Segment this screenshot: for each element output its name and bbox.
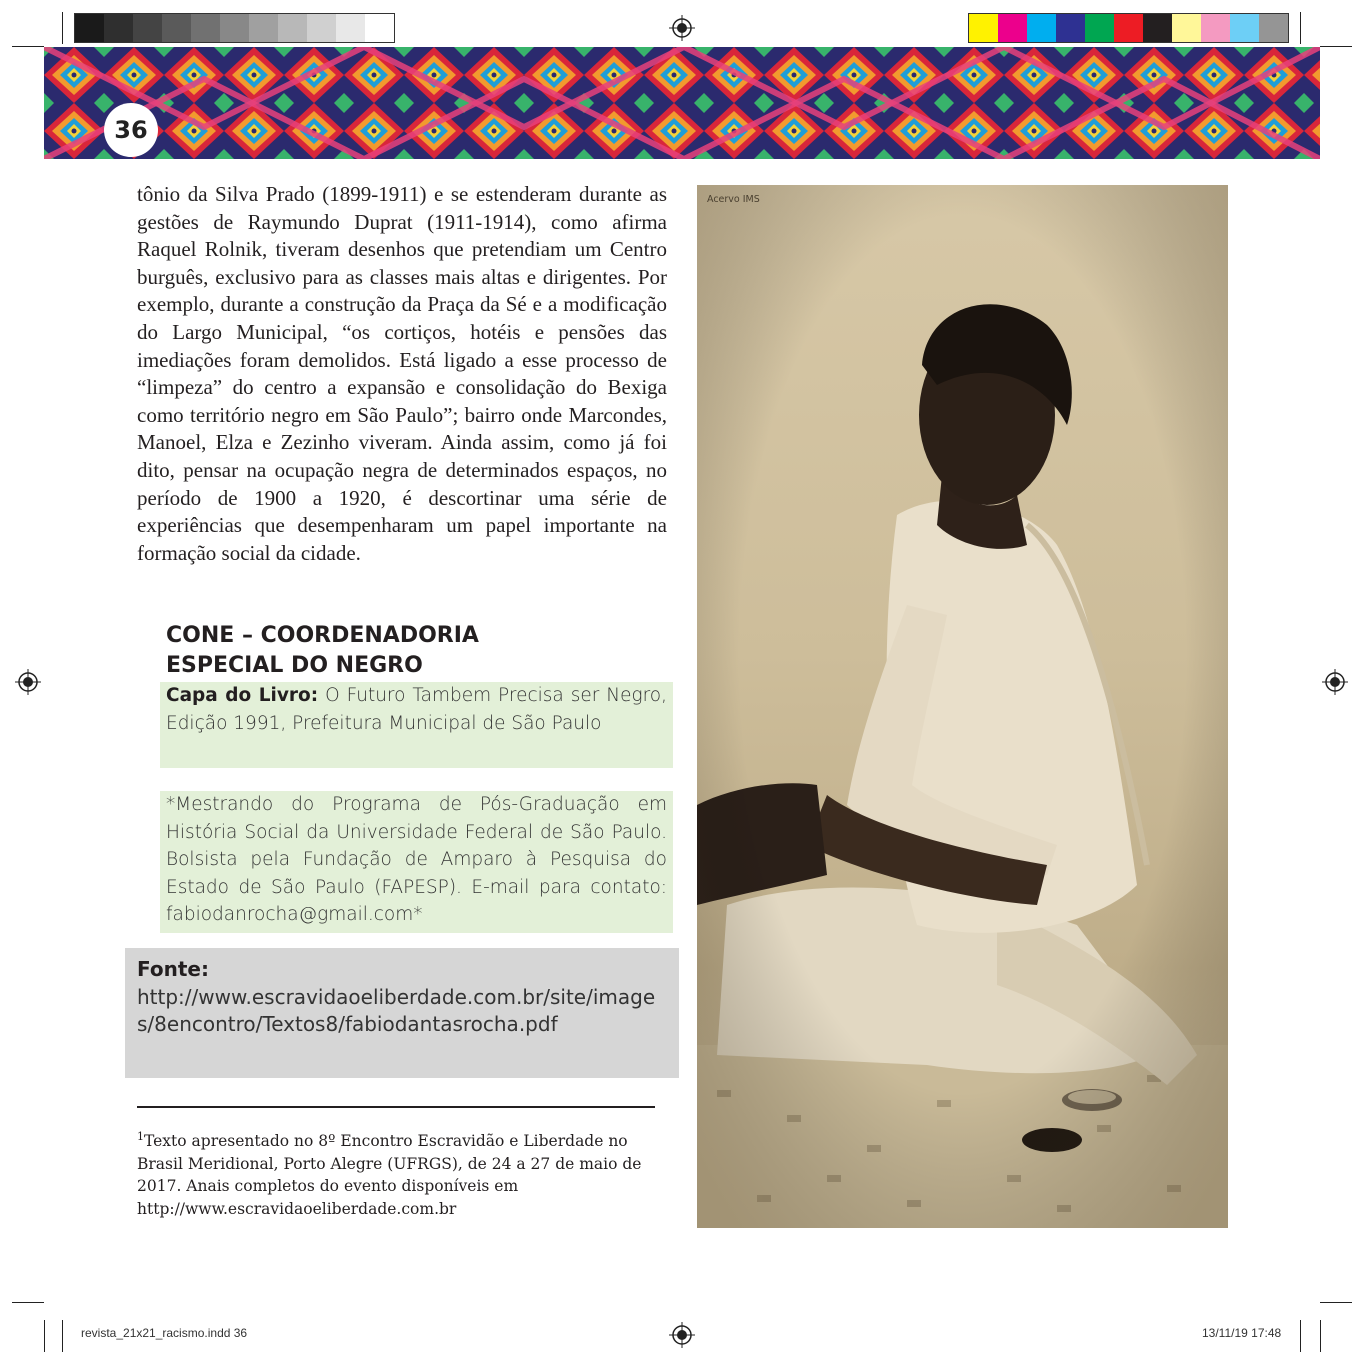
grayscale-swatch (104, 14, 133, 42)
crop-mark (1320, 46, 1352, 47)
caption-label: Capa do Livro: (166, 685, 319, 706)
crop-mark (12, 1302, 44, 1303)
section-title-line: CONE – COORDENADORIA (166, 623, 479, 648)
registration-mark-icon (669, 1322, 695, 1348)
decorative-pattern-banner (44, 47, 1320, 159)
grayscale-swatch (75, 14, 104, 42)
footnote (137, 1126, 667, 1220)
grayscale-swatch (249, 14, 278, 42)
section-title-line: ESPECIAL DO NEGRO (166, 653, 423, 678)
photo-credit: Acervo IMS (707, 194, 760, 205)
page-number: 36 (104, 103, 158, 157)
color-swatch (1143, 14, 1172, 42)
footnote-text: Texto apresentado no 8º Encontro Escravidão e Liberdade no Brasil Meridional, Porto Alegre (UFRGS), de 24 a 27 de maio de 2017. Anais completos do evento disponíveis em http://www.escravidaoeliberdade.com.br (137, 1132, 642, 1218)
color-swatch (969, 14, 998, 42)
grayscale-calibration-bar (74, 13, 395, 43)
color-swatch (1201, 14, 1230, 42)
color-swatch (998, 14, 1027, 42)
crop-mark (1320, 1320, 1321, 1352)
grayscale-swatch (278, 14, 307, 42)
crop-mark (12, 46, 44, 47)
crop-mark (1300, 12, 1301, 44)
registration-mark-icon (1322, 669, 1348, 695)
source-link[interactable]: http://www.escravidaoeliberdade.com.br/site/images/8encontro/Textos8/fabiodantasrocha.pdf (137, 984, 656, 1036)
footnote-divider (137, 1106, 655, 1108)
author-note-text: *Mestrando do Programa de Pós-Graduação em História Social da Universidade Federal de São Paulo. Bolsista pela Fundação de Amparo à Pesquisa do Estado de São Paulo (FAPESP). E-mail para contato: fabiodanrocha@gmail.com* (166, 794, 667, 925)
body-paragraph: tônio da Silva Prado (1899-1911) e se estenderam durante as gestões de Raymundo Duprat (1911-1914), como afirma Raquel Rolnik, tiveram desenhos que pretendiam um Centro burguês, exclusivo para as classes mais altas e dirigentes. Por exemplo, durante a construção da Praça da Sé e a modificação do Largo Municipal, “os cortiços, hotéis e pensões das imediações foram demolidos. Está ligado a esse processo de “limpeza” do centro a expansão e consolidação do Bexiga como território negro em São Paulo”; bairro onde Marcondes, Manoel, Elza e Zezinho viveram. Ainda assim, como já foi dito, pensar na ocupação negra de determinados espaços, no período de 1900 a 1920, é descortinar uma série de experiências que desempenharam um papel importante na formação social da cidade. (137, 182, 667, 565)
registration-mark-icon (669, 15, 695, 41)
photo-figure-illustration (697, 185, 1228, 1228)
color-swatch (1027, 14, 1056, 42)
historic-photo (697, 185, 1228, 1228)
registration-mark-icon (15, 669, 41, 695)
grayscale-swatch (133, 14, 162, 42)
caption-text: O Futuro Tambem Precisa ser Negro, Edição 1991, Prefeitura Municipal de São Paulo (166, 685, 667, 734)
slug-datetime: 13/11/19 17:48 (1202, 1326, 1282, 1340)
source-label: Fonte: (137, 957, 209, 981)
color-swatch (1259, 14, 1288, 42)
crop-mark (62, 1320, 63, 1352)
footnote-marker: 1 (137, 1130, 144, 1143)
source-box (125, 948, 679, 1078)
slug-filename: revista_21x21_racismo.indd 36 (81, 1326, 248, 1340)
grayscale-swatch (365, 14, 394, 42)
author-note-box (160, 791, 673, 933)
color-swatch (1114, 14, 1143, 42)
color-swatch (1230, 14, 1259, 42)
crop-mark (62, 12, 63, 44)
section-title (166, 621, 586, 681)
color-swatch (1172, 14, 1201, 42)
color-swatch (1056, 14, 1085, 42)
color-calibration-bar (968, 13, 1289, 43)
crop-mark (1300, 1320, 1301, 1352)
caption-box (160, 682, 673, 768)
crop-mark (1320, 1302, 1352, 1303)
grayscale-swatch (162, 14, 191, 42)
color-swatch (1085, 14, 1114, 42)
grayscale-swatch (336, 14, 365, 42)
grayscale-swatch (307, 14, 336, 42)
crop-mark (44, 1320, 45, 1352)
grayscale-swatch (191, 14, 220, 42)
grayscale-swatch (220, 14, 249, 42)
